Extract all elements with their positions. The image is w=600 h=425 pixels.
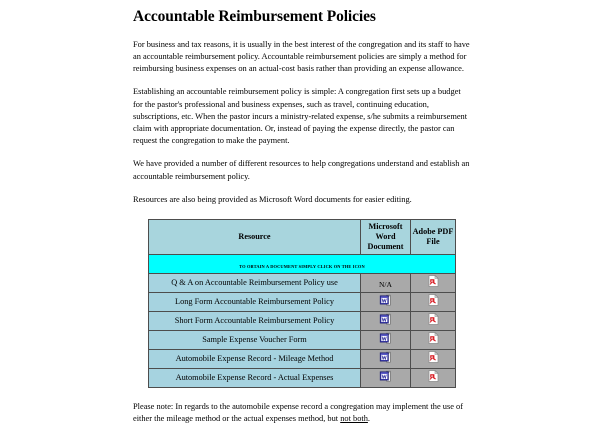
paragraph-resources: We have provided a number of different resources to help congregations understand and establish an accountable reimbursement policy. xyxy=(133,159,470,181)
footnote xyxy=(133,401,470,425)
pdf-icon[interactable] xyxy=(428,370,439,382)
table-body xyxy=(149,273,456,387)
pdf-document-cell[interactable] xyxy=(411,330,456,349)
word-document-cell[interactable] xyxy=(361,330,411,349)
column-header-word: Microsoft Word Document xyxy=(361,219,411,254)
resource-table-wrapper xyxy=(148,219,470,388)
table-banner-row xyxy=(149,254,456,273)
page-title: Accountable Reimbursement Policies xyxy=(133,8,376,25)
word-document-cell[interactable] xyxy=(361,292,411,311)
footnote-text-after: . xyxy=(367,414,370,424)
instruction-banner-text: TO OBTAIN A DOCUMENT SIMPLY CLICK ON THE ICON xyxy=(239,263,365,269)
resource-table xyxy=(148,219,456,388)
column-header-resource: Resource xyxy=(149,219,361,254)
word-icon[interactable] xyxy=(379,313,392,325)
paragraph-establishing: Establishing an accountable reimbursement policy is simple: A congregation first sets up a budget for the pastor's professional and business expenses, such as travel, continuing education, subscriptions, etc. When the pastor incurs a ministry-related expense, s/he submits a reimbursement claim with appropriate documentation. Or, instead of paying the expense directly, the pastor can request the congregation to make the payment. xyxy=(133,87,468,146)
resource-name-cell: Automobile Expense Record - Mileage Method xyxy=(149,349,361,368)
pdf-document-cell[interactable] xyxy=(411,311,456,330)
word-document-cell[interactable] xyxy=(361,349,411,368)
resource-name-cell: Long Form Accountable Reimbursement Policy xyxy=(149,292,361,311)
word-icon[interactable] xyxy=(379,351,392,363)
pdf-icon[interactable] xyxy=(428,351,439,363)
not-available-label: N/A xyxy=(378,279,393,289)
svg-text:A: A xyxy=(430,354,433,359)
pdf-icon[interactable] xyxy=(428,313,439,325)
footnote-text-before: Please note: In regards to the automobile expense record a congregation may implement the use of either the mileage method or the actual expenses method, but xyxy=(133,401,464,424)
pdf-document-cell[interactable] xyxy=(411,368,456,387)
resource-name-cell: Sample Expense Voucher Form xyxy=(149,330,361,349)
instruction-banner xyxy=(149,254,456,273)
table-row xyxy=(149,368,456,387)
table-row xyxy=(149,349,456,368)
word-document-cell[interactable] xyxy=(361,311,411,330)
svg-text:A: A xyxy=(430,335,433,340)
pdf-document-cell[interactable] xyxy=(411,349,456,368)
table-header-row xyxy=(149,219,456,254)
svg-text:A: A xyxy=(430,278,433,283)
table-head xyxy=(149,219,456,273)
document-body xyxy=(133,8,470,425)
paragraph-intro: For business and tax reasons, it is usually in the best interest of the congregation and its staff to have an accountable reimbursement policy. Accountable reimbursement policies are simply a method for reimbursing business expenses on an actual-cost basis rather than providing an expense allowance. xyxy=(133,39,470,74)
footnote-emphasis: not both xyxy=(340,414,368,424)
pdf-document-cell[interactable] xyxy=(411,273,456,292)
word-document-cell xyxy=(361,273,411,292)
word-document-cell[interactable] xyxy=(361,368,411,387)
resource-name-cell: Q & A on Accountable Reimbursement Policy use xyxy=(149,273,361,292)
word-icon[interactable] xyxy=(379,294,392,306)
pdf-icon[interactable] xyxy=(428,275,439,287)
pdf-document-cell[interactable] xyxy=(411,292,456,311)
table-row xyxy=(149,292,456,311)
resource-name-cell: Automobile Expense Record - Actual Expenses xyxy=(149,368,361,387)
table-row xyxy=(149,273,456,292)
resource-name-cell: Short Form Accountable Reimbursement Policy xyxy=(149,311,361,330)
table-row xyxy=(149,330,456,349)
word-icon[interactable] xyxy=(379,332,392,344)
svg-text:A: A xyxy=(430,373,433,378)
column-header-pdf: Adobe PDF File xyxy=(411,219,456,254)
table-row xyxy=(149,311,456,330)
pdf-icon[interactable] xyxy=(428,294,439,306)
pdf-icon[interactable] xyxy=(428,332,439,344)
svg-text:A: A xyxy=(430,297,433,302)
word-icon[interactable] xyxy=(379,370,392,382)
paragraph-word-docs: Resources are also being provided as Microsoft Word documents for easier editing. xyxy=(133,194,412,204)
svg-text:A: A xyxy=(430,316,433,321)
